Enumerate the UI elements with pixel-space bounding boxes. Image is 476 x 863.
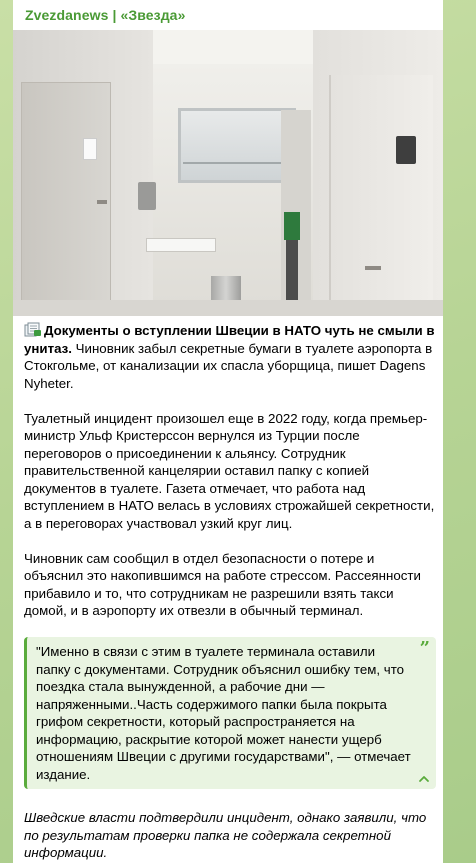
channel-name[interactable]: Zvezdanews | «Звезда» [25,7,186,23]
photo-toilet-sign [396,136,416,164]
paragraph-2: Туалетный инцидент произошел еще в 2022 году, когда премьер-министр Ульф Кристерссон вернулся из Турции после переговоров о присоединении к альянсу. Сотрудник правительственной канцелярии оставил папку с копией документов в туалете. Газета отмечает, что работа над вступлением в НАТО велась в условиях строжайшей секретности, а в переговорах участвовал узкий круг лиц. [24,410,435,531]
documents-icon [24,322,42,337]
photo-mirror-reflection [183,162,293,164]
photo-mirror [178,108,296,183]
blockquote[interactable] [24,637,436,789]
photo-soap-dispenser [138,182,156,210]
headline: Документы о вступлении Швеции в НАТО чуть не смыли в унитаз. [24,323,435,356]
photo-right-door [329,75,433,316]
post-photo[interactable] [13,30,443,316]
photo-sink [146,238,216,252]
quote-text: "Именно в связи с этим в туалете терминала оставили папку с документами. Сотрудник объяснил ошибку тем, что поездка стала вынужденной, а рабочие дни — напряженными..Часть содержимого папки была покрыта грифом секретности, который распространяется на информацию, раскрытие которой может нанести ущерб отношениям Швеции с другими государствами", — отмечает издание. [36,644,411,782]
photo-sanitizer-head [284,212,300,240]
photo-door-handle [97,200,107,204]
final-paragraph: Шведские власти подтвердили инцидент, однако заявили, что по результатам проверки папка не содержала секретной информации. [24,810,427,860]
photo-left-door [21,82,111,316]
photo-sign [83,138,97,160]
quote-mark-icon: ” [419,638,430,659]
lead-rest: Чиновник забыл секретные бумаги в туалете аэропорта в Стокгольме, от канализации их спасла уборщица, пишет Dagens Nyheter. [24,340,433,391]
message-bubble [13,0,443,863]
paragraph-3: Чиновник сам сообщил в отдел безопасности о потере и объяснил это накопившимся на работе стрессом. Рассеянности прибавило и то, что сотрудникам не разрешили взять такси домой, и в аэропорту их отвезли в обычный терминал. [24,550,421,618]
chevron-up-icon[interactable] [418,773,430,785]
post-text [24,322,436,863]
photo-floor [13,300,443,316]
lead-paragraph [24,322,436,392]
photo-right-handle [365,266,381,270]
